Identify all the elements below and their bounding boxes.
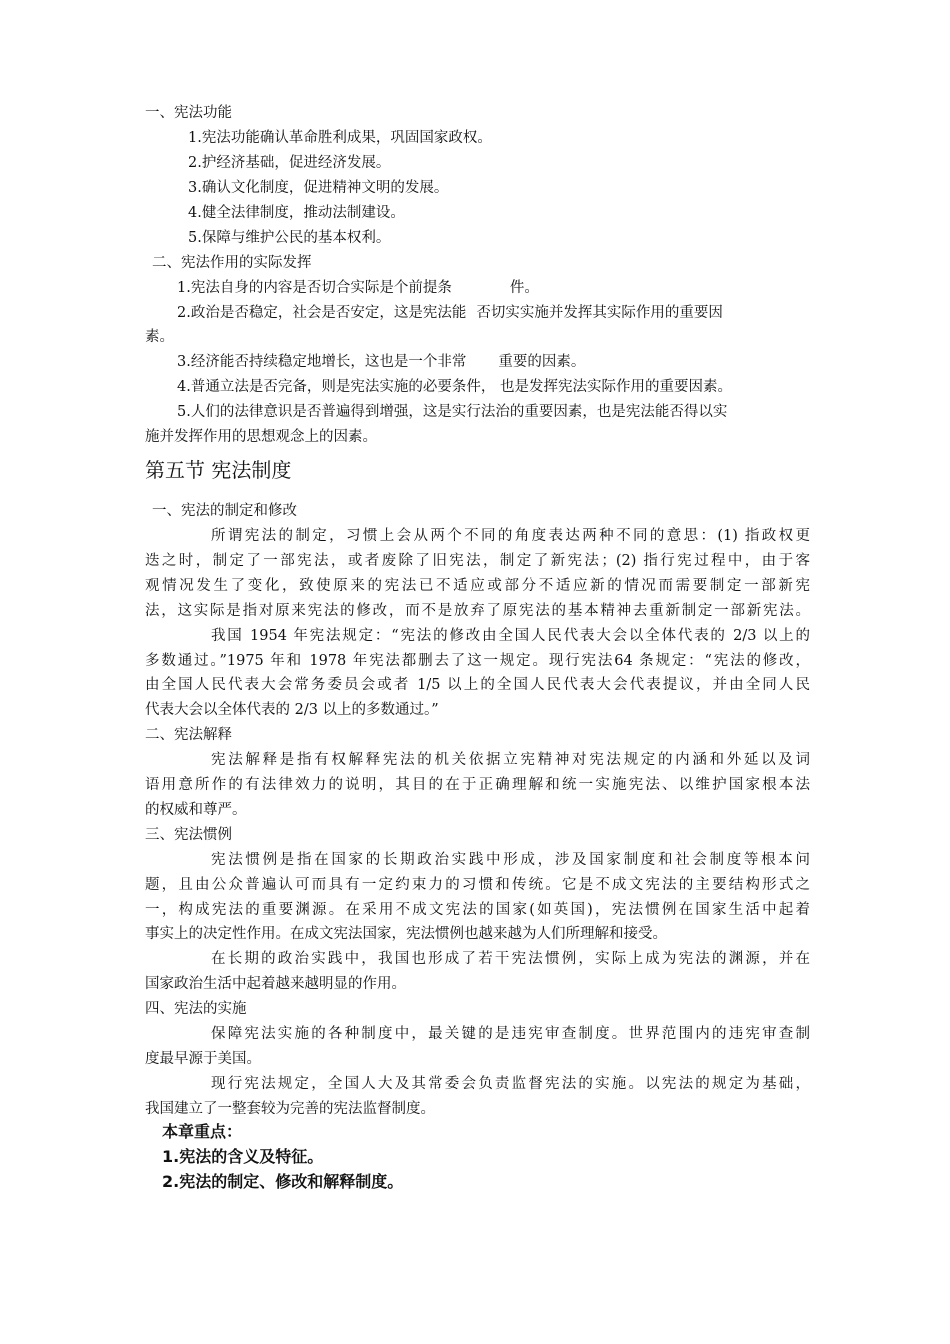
paragraph-line: 事实上的决定性作用。在成文宪法国家，宪法惯例也越来越为人们所理解和接受。	[145, 926, 667, 942]
paragraph-line: 多数通过。”1975 年和 1978 年宪法都删去了这一规定。现行宪法64 条规定：“宪法的修改，	[145, 653, 810, 669]
paragraph-line: 宪法解释是指有权解释宪法的机关依据立宪精神对宪法规定的内涵和外延以及词	[211, 752, 810, 768]
list-item: 1.宪法功能确认革命胜利成果，巩固国家政权。	[188, 130, 492, 146]
section-title-practical-effect: 二、宪法作用的实际发挥	[152, 255, 312, 271]
key-point-item: 1.宪法的含义及特征。	[162, 1147, 324, 1166]
paragraph-line: 度最早源于美国。	[145, 1051, 261, 1067]
paragraph-line: 语用意所作的有法律效力的说明，其目的在于正确理解和统一实施宪法、以维护国家根本法	[145, 777, 810, 793]
text-fragment: 重要的因素。	[498, 354, 586, 370]
list-item: 3.确认文化制度，促进精神文明的发展。	[188, 180, 449, 196]
paragraph-line	[177, 350, 842, 375]
key-points-title: 本章重点：	[162, 1122, 243, 1141]
subsection-title: 三、宪法惯例	[145, 827, 232, 843]
paragraph-line: 题，且由公众普遍认可而具有一定约束力的习惯和传统。它是不成文宪法的主要结构形式之	[145, 877, 810, 893]
paragraph-line: 观情况发生了变化，致使原来的宪法已不适应或部分不适应新的情况而需要制定一部新宪	[145, 578, 810, 594]
paragraph-line: 施并发挥作用的思想观念上的因素。	[145, 429, 377, 445]
paragraph-line	[177, 276, 842, 301]
paragraph-line: 代表大会以全体代表的 2/3 以上的多数通过。”	[145, 702, 439, 718]
section-title-functions: 一、宪法功能	[145, 105, 232, 121]
list-item: 2.护经济基础，促进经济发展。	[188, 155, 391, 171]
text-fragment: 2.政治是否稳定，社会是否安定，这是宪法能	[177, 305, 467, 321]
text-fragment: 1.宪法自身的内容是否切合实际是个前提条	[177, 280, 452, 296]
list-item: 5.保障与维护公民的基本权利。	[188, 230, 391, 246]
paragraph-line: 法，这实际是指对原来宪法的修改，而不是放弃了原宪法的基本精神去重新制定一部新宪法。	[145, 603, 810, 619]
paragraph-line: 素。	[145, 329, 174, 345]
paragraph-line: 由全国人民代表大会常务委员会或者 1/5 以上的全国人民代表大会代表提议，并由全同人民	[145, 677, 810, 693]
paragraph-line: 现行宪法规定，全国人大及其常委会负责监督宪法的实施。以宪法的规定为基础，	[211, 1076, 810, 1092]
paragraph-line: 所谓宪法的制定，习惯上会从两个不同的角度表达两种不同的意思：(1) 指政权更	[211, 528, 810, 544]
paragraph-line: 宪法惯例是指在国家的长期政治实践中形成，涉及国家制度和社会制度等根本问	[211, 852, 810, 868]
paragraph-line: 保障宪法实施的各种制度中，最关键的是违宪审查制度。世界范围内的违宪审查制	[211, 1026, 810, 1042]
paragraph-line: 的权威和尊严。	[145, 802, 247, 818]
paragraph-line: 一，构成宪法的重要渊源。在采用不成文宪法的国家(如英国)，宪法惯例在国家生活中起着	[145, 902, 810, 918]
paragraph-line: 5.人们的法律意识是否普遍得到增强，这是实行法治的重要因素，也是宪法能否得以实	[177, 404, 728, 420]
list-item: 4.健全法律制度，推动法制建设。	[188, 205, 405, 221]
text-fragment: 否切实实施并发挥其实际作用的重要因	[476, 305, 723, 321]
subsection-title: 二、宪法解释	[145, 727, 232, 743]
subsection-title: 一、宪法的制定和修改	[152, 503, 297, 519]
text-fragment: 3.经济能否持续稳定地增长，这也是一个非常	[177, 354, 467, 370]
paragraph-line: 国家政治生活中起着越来越明显的作用。	[145, 976, 406, 992]
text-fragment: 件。	[509, 280, 539, 296]
paragraph-line: 我国 1954 年宪法规定：“宪法的修改由全国人民代表大会以全体代表的 2/3 以上的	[211, 628, 810, 644]
paragraph-line: 我国建立了一整套较为完善的宪法监督制度。	[145, 1101, 435, 1117]
paragraph-line: 4.普通立法是否完备，则是宪法实施的必要条件， 也是发挥宪法实际作用的重要因素。	[177, 379, 732, 395]
paragraph-line: 在长期的政治实践中，我国也形成了若干宪法惯例，实际上成为宪法的渊源，并在	[211, 951, 810, 967]
key-point-item: 2.宪法的制定、修改和解释制度。	[162, 1172, 404, 1191]
section-heading: 第五节 宪法制度	[145, 458, 292, 482]
paragraph-line	[177, 301, 842, 326]
subsection-title: 四、宪法的实施	[145, 1001, 247, 1017]
paragraph-line: 迭之时，制定了一部宪法，或者废除了旧宪法，制定了新宪法；(2) 指行宪过程中，由于客	[145, 553, 810, 569]
